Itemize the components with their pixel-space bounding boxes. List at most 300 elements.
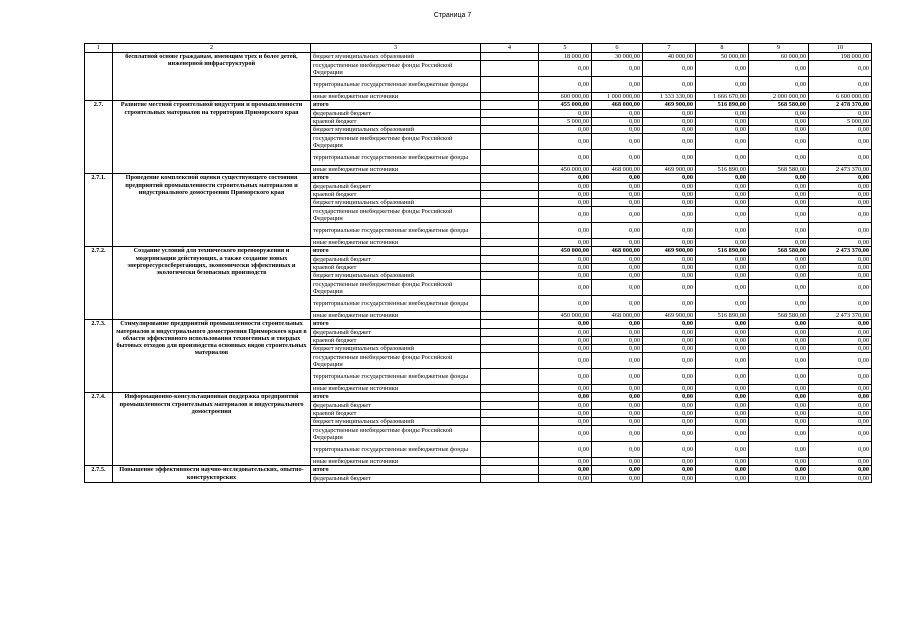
amount-cell: 198 000,00 [809,53,872,61]
empty-cell [481,418,539,426]
amount-cell: 0,00 [749,442,809,458]
table-row [85,393,872,401]
amount-cell: 0,00 [643,458,696,466]
amount-cell: 0,00 [539,126,592,134]
amount-cell: 0,00 [809,474,872,482]
empty-cell [481,328,539,336]
column-header: 6 [592,44,643,53]
amount-cell: 0,00 [539,207,592,223]
funding-source: итого [311,393,481,401]
empty-cell [481,426,539,442]
amount-cell: 0,00 [809,369,872,385]
amount-cell: 516 890,00 [696,247,749,255]
empty-cell [481,296,539,312]
amount-cell: 18 000,00 [539,53,592,61]
amount-cell: 0,00 [643,117,696,125]
amount-cell: 0,00 [539,393,592,401]
amount-cell: 450 000,00 [539,312,592,320]
table-row [85,174,872,182]
funding-source: государственные внебюджетные фонды Российской Федерации [311,61,481,77]
empty-cell [481,280,539,296]
section-code [85,53,113,101]
amount-cell: 0,00 [749,263,809,271]
amount-cell: 0,00 [643,466,696,474]
amount-cell: 0,00 [643,280,696,296]
column-header: 3 [311,44,481,53]
section-name: Развитие местной строительной индустрии и промышленности строительных материалов на территории Приморского края [113,101,311,174]
amount-cell: 0,00 [643,109,696,117]
column-number-row [85,44,872,53]
amount-cell: 0,00 [696,134,749,150]
amount-cell: 0,00 [696,190,749,198]
amount-cell: 0,00 [643,369,696,385]
empty-cell [481,182,539,190]
amount-cell: 0,00 [643,345,696,353]
amount-cell: 0,00 [592,207,643,223]
amount-cell: 516 890,00 [696,101,749,109]
amount-cell: 0,00 [539,426,592,442]
amount-cell: 0,00 [749,61,809,77]
amount-cell: 0,00 [643,174,696,182]
amount-cell: 450 000,00 [539,166,592,174]
amount-cell: 0,00 [643,442,696,458]
amount-cell: 0,00 [643,134,696,150]
amount-cell: 0,00 [539,61,592,77]
amount-cell: 0,00 [592,109,643,117]
amount-cell: 1 333 330,00 [643,93,696,101]
amount-cell: 0,00 [643,77,696,93]
amount-cell: 0,00 [809,442,872,458]
amount-cell: 0,00 [696,77,749,93]
amount-cell: 0,00 [592,458,643,466]
section-code: 2.7.5. [85,466,113,482]
table-row [85,320,872,328]
funding-source: государственные внебюджетные фонды Российской Федерации [311,134,481,150]
amount-cell: 0,00 [749,369,809,385]
amount-cell: 0,00 [643,296,696,312]
amount-cell: 568 580,00 [749,247,809,255]
amount-cell: 469 900,00 [643,247,696,255]
funding-source: государственные внебюджетные фонды Российской Федерации [311,280,481,296]
table-row [85,53,872,61]
amount-cell: 0,00 [749,239,809,247]
amount-cell: 0,00 [809,409,872,417]
amount-cell: 0,00 [539,77,592,93]
funding-source: краевой бюджет [311,336,481,344]
amount-cell: 0,00 [592,134,643,150]
funding-source: федеральный бюджет [311,109,481,117]
budget-table [84,43,872,483]
amount-cell: 0,00 [809,174,872,182]
empty-cell [481,53,539,61]
amount-cell: 0,00 [749,426,809,442]
amount-cell: 0,00 [592,466,643,474]
amount-cell: 0,00 [696,61,749,77]
amount-cell: 0,00 [643,239,696,247]
amount-cell: 0,00 [809,320,872,328]
amount-cell: 0,00 [749,182,809,190]
amount-cell: 0,00 [749,296,809,312]
amount-cell: 0,00 [809,223,872,239]
amount-cell: 0,00 [592,280,643,296]
amount-cell: 469 900,00 [643,166,696,174]
funding-source: бюджет муниципальных образований [311,418,481,426]
empty-cell [481,458,539,466]
amount-cell: 0,00 [643,255,696,263]
funding-source: бюджет муниципальных образований [311,53,481,61]
amount-cell: 0,00 [809,458,872,466]
funding-source: федеральный бюджет [311,328,481,336]
amount-cell: 0,00 [749,207,809,223]
amount-cell: 0,00 [749,109,809,117]
amount-cell: 0,00 [696,458,749,466]
column-header: 1 [85,44,113,53]
amount-cell: 0,00 [809,466,872,474]
funding-source: иные внебюджетные источники [311,166,481,174]
amount-cell: 0,00 [696,255,749,263]
amount-cell: 0,00 [643,418,696,426]
amount-cell: 0,00 [696,199,749,207]
funding-source: территориальные государственные внебюджетные фонды [311,369,481,385]
amount-cell: 0,00 [539,199,592,207]
amount-cell: 0,00 [539,345,592,353]
amount-cell: 469 900,00 [643,312,696,320]
amount-cell: 5 000,00 [539,117,592,125]
funding-source: государственные внебюджетные фонды Российской Федерации [311,353,481,369]
amount-cell: 0,00 [809,263,872,271]
table-row [85,466,872,474]
amount-cell: 0,00 [809,150,872,166]
amount-cell: 0,00 [809,401,872,409]
amount-cell: 0,00 [749,150,809,166]
amount-cell: 0,00 [592,336,643,344]
funding-source: федеральный бюджет [311,474,481,482]
amount-cell: 0,00 [696,418,749,426]
amount-cell: 516 890,00 [696,166,749,174]
amount-cell: 0,00 [643,409,696,417]
funding-source: государственные внебюджетные фонды Российской Федерации [311,207,481,223]
funding-source: итого [311,101,481,109]
amount-cell: 0,00 [696,385,749,393]
column-header: 7 [643,44,696,53]
amount-cell: 0,00 [696,296,749,312]
amount-cell: 0,00 [592,401,643,409]
amount-cell: 0,00 [643,320,696,328]
section-name: Создание условий для технического перевооружения и модернизации действующих, а также создание новых энергоресурсосберегающих, экономически эффективных и экологически безопасных производств [113,247,311,320]
amount-cell: 0,00 [592,255,643,263]
amount-cell: 0,00 [749,174,809,182]
empty-cell [481,385,539,393]
amount-cell: 0,00 [809,199,872,207]
amount-cell: 0,00 [592,223,643,239]
empty-cell [481,353,539,369]
empty-cell [481,345,539,353]
column-header: 10 [809,44,872,53]
amount-cell: 0,00 [696,393,749,401]
amount-cell: 0,00 [643,263,696,271]
amount-cell: 0,00 [696,117,749,125]
section-name: бесплатной основе гражданам, имеющим трех и более детей, инженерной инфраструктурой [113,53,311,101]
amount-cell: 0,00 [643,474,696,482]
section-code: 2.7.1. [85,174,113,247]
amount-cell: 0,00 [809,134,872,150]
funding-source: краевой бюджет [311,409,481,417]
amount-cell: 0,00 [749,320,809,328]
amount-cell: 0,00 [592,320,643,328]
amount-cell: 60 000,00 [749,53,809,61]
amount-cell: 0,00 [809,280,872,296]
amount-cell: 0,00 [539,385,592,393]
amount-cell: 0,00 [749,272,809,280]
empty-cell [481,312,539,320]
amount-cell: 0,00 [696,409,749,417]
amount-cell: 0,00 [696,466,749,474]
amount-cell: 0,00 [749,223,809,239]
funding-source: бюджет муниципальных образований [311,126,481,134]
empty-cell [481,77,539,93]
amount-cell: 0,00 [809,126,872,134]
amount-cell: 0,00 [696,182,749,190]
empty-cell [481,247,539,255]
amount-cell: 455 000,00 [539,101,592,109]
amount-cell: 0,00 [643,393,696,401]
funding-source: бюджет муниципальных образований [311,272,481,280]
amount-cell: 0,00 [749,353,809,369]
funding-source: территориальные государственные внебюджетные фонды [311,296,481,312]
amount-cell: 0,00 [592,442,643,458]
amount-cell: 0,00 [592,369,643,385]
amount-cell: 0,00 [539,150,592,166]
amount-cell: 0,00 [592,61,643,77]
funding-source: государственные внебюджетные фонды Российской Федерации [311,426,481,442]
amount-cell: 600 000,00 [539,93,592,101]
empty-cell [481,150,539,166]
amount-cell: 0,00 [539,109,592,117]
amount-cell: 0,00 [809,393,872,401]
amount-cell: 0,00 [696,426,749,442]
funding-source: краевой бюджет [311,117,481,125]
amount-cell: 0,00 [643,126,696,134]
amount-cell: 0,00 [539,353,592,369]
amount-cell: 0,00 [592,199,643,207]
amount-cell: 0,00 [696,442,749,458]
amount-cell: 2 473 370,00 [809,312,872,320]
section-name: Повышение эффективности научно-исследовательских, опытно-конструкторских [113,466,311,482]
amount-cell: 468 000,00 [592,166,643,174]
column-header: 8 [696,44,749,53]
empty-cell [481,369,539,385]
amount-cell: 5 000,00 [809,117,872,125]
amount-cell: 0,00 [749,77,809,93]
amount-cell: 0,00 [592,418,643,426]
amount-cell: 0,00 [749,393,809,401]
amount-cell: 0,00 [749,345,809,353]
amount-cell: 2 473 370,00 [809,247,872,255]
funding-source: итого [311,247,481,255]
amount-cell: 0,00 [749,126,809,134]
empty-cell [481,109,539,117]
amount-cell: 0,00 [696,126,749,134]
amount-cell: 0,00 [809,61,872,77]
section-code: 2.7.4. [85,393,113,466]
empty-cell [481,263,539,271]
empty-cell [481,126,539,134]
amount-cell: 0,00 [749,117,809,125]
amount-cell: 40 000,00 [643,53,696,61]
amount-cell: 0,00 [592,385,643,393]
amount-cell: 0,00 [539,442,592,458]
funding-source: итого [311,320,481,328]
funding-source: федеральный бюджет [311,401,481,409]
amount-cell: 0,00 [809,336,872,344]
empty-cell [481,474,539,482]
amount-cell: 0,00 [696,223,749,239]
amount-cell: 0,00 [539,418,592,426]
table-row [85,247,872,255]
funding-source: территориальные государственные внебюджетные фонды [311,223,481,239]
amount-cell: 568 580,00 [749,101,809,109]
empty-cell [481,336,539,344]
amount-cell: 0,00 [592,174,643,182]
amount-cell: 468 000,00 [592,101,643,109]
amount-cell: 0,00 [592,409,643,417]
column-header: 9 [749,44,809,53]
amount-cell: 0,00 [696,207,749,223]
amount-cell: 2 473 370,00 [809,166,872,174]
amount-cell: 0,00 [809,426,872,442]
amount-cell: 0,00 [643,207,696,223]
amount-cell: 0,00 [749,409,809,417]
funding-source: иные внебюджетные источники [311,93,481,101]
amount-cell: 0,00 [809,272,872,280]
amount-cell: 0,00 [749,474,809,482]
amount-cell: 0,00 [539,182,592,190]
funding-source: территориальные государственные внебюджетные фонды [311,150,481,166]
empty-cell [481,61,539,77]
amount-cell: 0,00 [809,418,872,426]
amount-cell: 0,00 [809,182,872,190]
empty-cell [481,101,539,109]
funding-source: федеральный бюджет [311,255,481,263]
amount-cell: 0,00 [696,280,749,296]
amount-cell: 0,00 [749,199,809,207]
empty-cell [481,207,539,223]
page-label: Страница 7 [433,12,472,19]
amount-cell: 568 580,00 [749,166,809,174]
amount-cell: 0,00 [592,345,643,353]
amount-cell: 0,00 [539,369,592,385]
amount-cell: 0,00 [539,174,592,182]
amount-cell: 0,00 [643,190,696,198]
amount-cell: 0,00 [592,272,643,280]
amount-cell: 2 000 000,00 [749,93,809,101]
funding-source: краевой бюджет [311,263,481,271]
amount-cell: 0,00 [592,426,643,442]
amount-cell: 468 000,00 [592,247,643,255]
amount-cell: 0,00 [749,336,809,344]
funding-source: иные внебюджетные источники [311,385,481,393]
empty-cell [481,255,539,263]
amount-cell: 0,00 [749,280,809,296]
funding-source: итого [311,466,481,474]
amount-cell: 516 890,00 [696,312,749,320]
amount-cell: 0,00 [539,134,592,150]
amount-cell: 0,00 [592,239,643,247]
amount-cell: 0,00 [539,223,592,239]
amount-cell: 0,00 [809,239,872,247]
amount-cell: 0,00 [749,458,809,466]
amount-cell: 0,00 [809,255,872,263]
amount-cell: 0,00 [749,401,809,409]
amount-cell: 0,00 [749,255,809,263]
column-header: 4 [481,44,539,53]
amount-cell: 0,00 [592,77,643,93]
empty-cell [481,223,539,239]
amount-cell: 0,00 [643,426,696,442]
funding-source: федеральный бюджет [311,182,481,190]
amount-cell: 0,00 [749,134,809,150]
funding-source: бюджет муниципальных образований [311,345,481,353]
column-header: 2 [113,44,311,53]
empty-cell [481,174,539,182]
empty-cell [481,239,539,247]
amount-cell: 0,00 [749,466,809,474]
amount-cell: 0,00 [696,263,749,271]
amount-cell: 0,00 [749,418,809,426]
amount-cell: 0,00 [643,61,696,77]
amount-cell: 0,00 [696,239,749,247]
table-row [85,101,872,109]
amount-cell: 0,00 [539,458,592,466]
amount-cell: 0,00 [643,150,696,166]
funding-source: иные внебюджетные источники [311,312,481,320]
amount-cell: 0,00 [809,207,872,223]
amount-cell: 0,00 [539,255,592,263]
amount-cell: 0,00 [539,328,592,336]
amount-cell: 0,00 [696,150,749,166]
funding-source: территориальные государственные внебюджетные фонды [311,77,481,93]
empty-cell [481,199,539,207]
empty-cell [481,466,539,474]
amount-cell: 0,00 [696,336,749,344]
amount-cell: 0,00 [539,320,592,328]
amount-cell: 0,00 [696,109,749,117]
amount-cell: 1 000 000,00 [592,93,643,101]
amount-cell: 0,00 [643,336,696,344]
section-code: 2.7.2. [85,247,113,320]
amount-cell: 568 580,00 [749,312,809,320]
amount-cell: 0,00 [696,272,749,280]
amount-cell: 0,00 [592,182,643,190]
section-name: Информационно-консультационная поддержка предприятий промышленности строительных материалов и индустриального домостроения [113,393,311,466]
amount-cell: 30 000,00 [592,53,643,61]
amount-cell: 0,00 [539,296,592,312]
funding-source: краевой бюджет [311,190,481,198]
amount-cell: 0,00 [539,401,592,409]
amount-cell: 0,00 [592,393,643,401]
amount-cell: 0,00 [592,353,643,369]
amount-cell: 0,00 [643,272,696,280]
funding-source: территориальные государственные внебюджетные фонды [311,442,481,458]
amount-cell: 450 000,00 [539,247,592,255]
amount-cell: 0,00 [539,190,592,198]
amount-cell: 0,00 [643,223,696,239]
amount-cell: 0,00 [809,345,872,353]
amount-cell: 0,00 [643,199,696,207]
section-code: 2.7. [85,101,113,174]
amount-cell: 0,00 [696,328,749,336]
amount-cell: 0,00 [809,385,872,393]
